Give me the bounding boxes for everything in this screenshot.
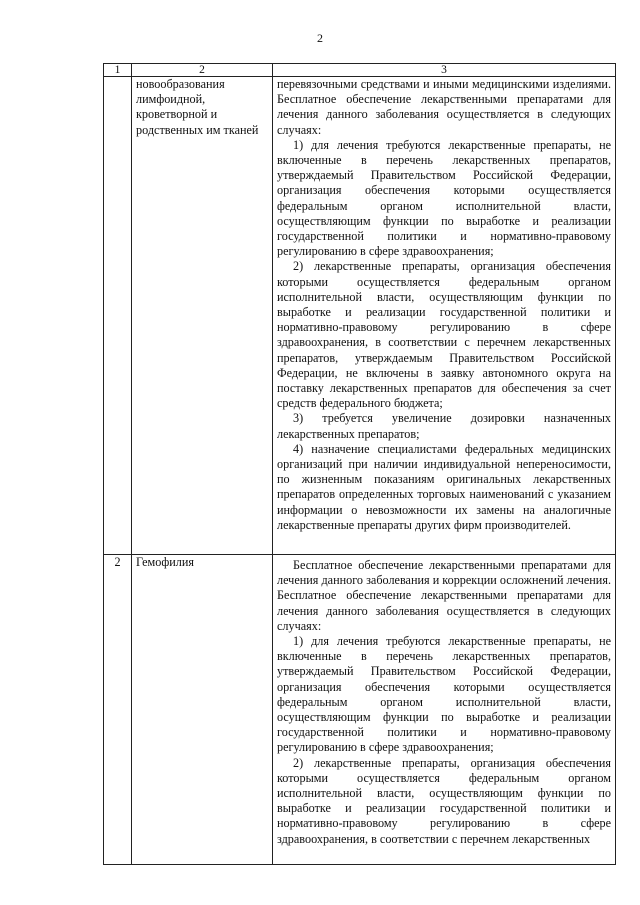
paragraph: 2) лекарственные препараты, организация обеспечения которыми осуществляется федеральным органом исполнительной власти, осуществляющим функции по выработке и реализации государственной политики и нормативно-правовому регулированию в сфере здравоохранения, в соответствии с перечнем лекарственных препаратов, утверждаемым Правительством Российской Федерации, не включены в заявку автономного округа на поставку лекарственных препаратов для обеспечения за счет средств федерального бюджета; xyxy=(277,259,611,411)
table-row xyxy=(104,77,616,555)
paragraph: Бесплатное обеспечение лекарственными препаратами для лечения данного заболевания и коррекции осложнений лечения. Бесплатное обеспечение лекарственными препаратами для лечения данного заболевания осуществляется в следующих случаях: xyxy=(277,558,611,633)
disease-name: новообразования лимфоидной, кроветворной и родственных им тканей xyxy=(132,77,273,555)
table-row xyxy=(104,555,616,865)
table-header-row xyxy=(104,64,616,77)
row-number: 2 xyxy=(104,555,132,865)
provision-text xyxy=(273,77,616,555)
paragraph: 1) для лечения требуются лекарственные препараты, не включенные в перечень лекарственных препаратов, утверждаемый Правительством Российской Федерации, организация обеспечения которыми осуществляется федеральным органом исполнительной власти, осуществляющим функции по выработке и реализации государственной политики и нормативно-правовому регулированию в сфере здравоохранения; xyxy=(277,137,611,259)
column-header-2: 2 xyxy=(132,64,273,77)
paragraph: 4) назначение специалистами федеральных медицинских организаций при наличии индивидуальной непереносимости, по жизненным показаниям оригинальных лекарственных препаратов определенных торговых наименований с указанием информации о невозможности их замены на аналогичные лекарственные препараты других фирм производителей. xyxy=(277,441,611,532)
paragraph: 2) лекарственные препараты, организация обеспечения которыми осуществляется федеральным органом исполнительной власти, осуществляющим функции по выработке и реализации государственной политики и нормативно-правовому регулированию в сфере здравоохранения, в соответствии с перечнем лекарственных xyxy=(277,755,611,846)
provision-text xyxy=(273,555,616,865)
page-number: 2 xyxy=(317,31,323,45)
paragraph: 3) требуется увеличение дозировки назначенных лекарственных препаратов; xyxy=(277,411,611,441)
column-header-3: 3 xyxy=(273,64,616,77)
column-header-1: 1 xyxy=(104,64,132,77)
paragraph: 1) для лечения требуются лекарственные препараты, не включенные в перечень лекарственных препаратов, утверждаемый Правительством Российской Федерации, организация обеспечения которыми осуществляется федеральным органом исполнительной власти, осуществляющим функции по выработке и реализации государственной политики и нормативно-правовому регулированию в сфере здравоохранения; xyxy=(277,634,611,755)
benefits-table xyxy=(103,63,616,865)
disease-name: Гемофилия xyxy=(132,555,273,865)
paragraph: перевязочными средствами и иными медицинскими изделиями. Бесплатное обеспечение лекарственными препаратами для лечения данного заболевания осуществляется в следующих случаях: xyxy=(277,77,611,137)
row-number xyxy=(104,77,132,555)
